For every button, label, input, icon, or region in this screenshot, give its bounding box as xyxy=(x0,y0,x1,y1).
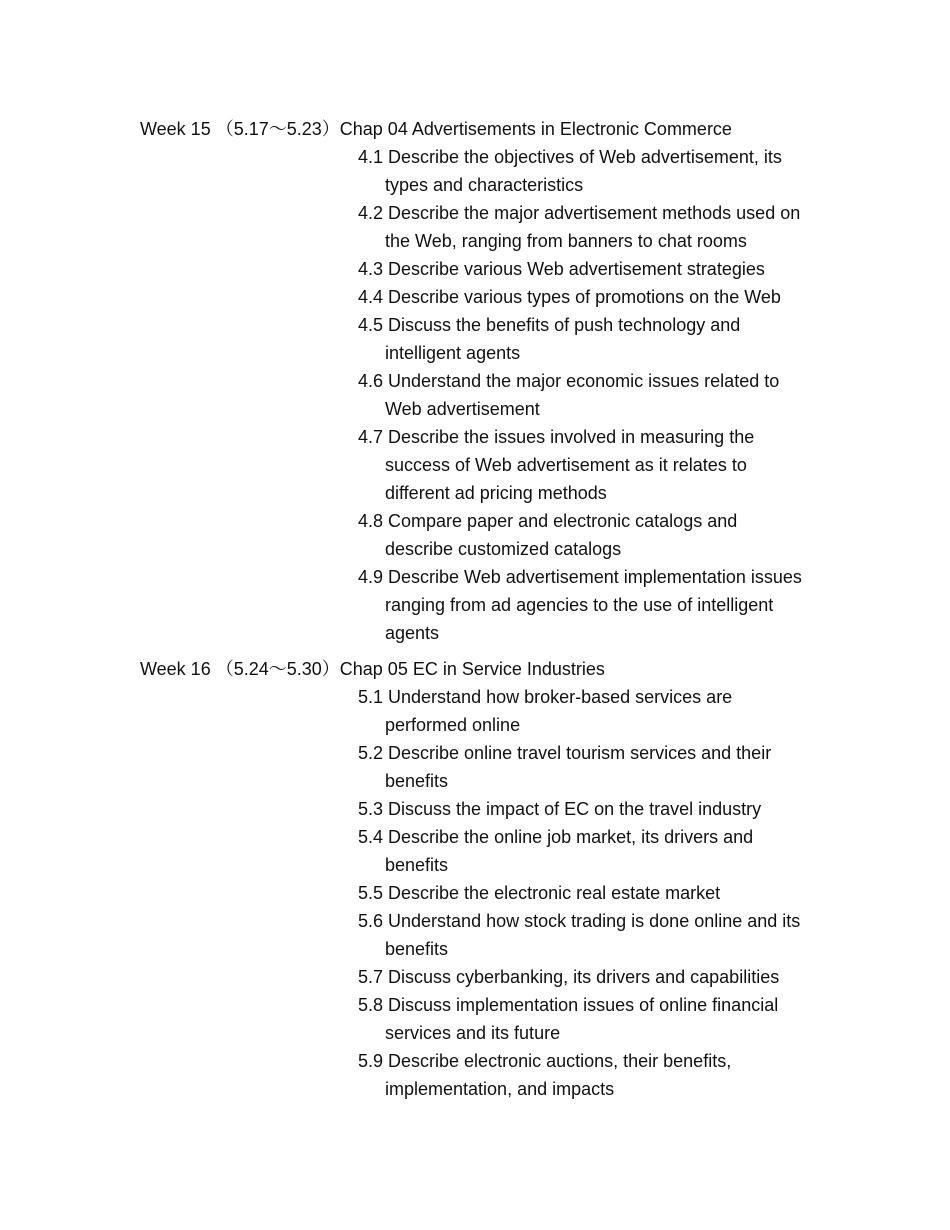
objective-item: 5.2 Describe online travel tourism services and their benefits xyxy=(358,743,772,791)
objective-item: 4.9 Describe Web advertisement implementation issues ranging from ad agencies to the use of intelligent agents xyxy=(358,567,802,643)
objective-item: 5.7 Discuss cyberbanking, its drivers and capabilities xyxy=(358,967,780,987)
week-16-section xyxy=(140,655,840,1103)
objective-item: 4.1 Describe the objectives of Web advertisement, its types and characteristics xyxy=(358,147,782,195)
objectives-list xyxy=(358,143,808,647)
objective-item: 5.9 Describe electronic auctions, their benefits, implementation, and impacts xyxy=(358,1051,732,1099)
objective-item: 4.5 Discuss the benefits of push technology and intelligent agents xyxy=(358,315,741,363)
objective-item: 4.7 Describe the issues involved in measuring the success of Web advertisement as it relates to different ad pricing methods xyxy=(358,427,755,503)
objective-item: 5.8 Discuss implementation issues of online financial services and its future xyxy=(358,995,779,1043)
objective-item: 5.3 Discuss the impact of EC on the travel industry xyxy=(358,799,762,819)
objective-item: 4.2 Describe the major advertisement methods used on the Web, ranging from banners to chat rooms xyxy=(358,203,801,251)
week-heading: Week 16 （5.24～5.30）Chap 05 EC in Service Industries xyxy=(140,659,605,679)
objective-item: 5.6 Understand how stock trading is done online and its benefits xyxy=(358,911,801,959)
objective-item: 4.6 Understand the major economic issues related to Web advertisement xyxy=(358,371,780,419)
objectives-list xyxy=(358,683,808,1103)
objective-item: 5.1 Understand how broker-based services are performed online xyxy=(358,687,733,735)
objective-item: 4.3 Describe various Web advertisement strategies xyxy=(358,259,765,279)
week-15-section xyxy=(140,115,840,647)
objective-item: 5.5 Describe the electronic real estate market xyxy=(358,883,721,903)
week-heading: Week 15 （5.17～5.23）Chap 04 Advertisements in Electronic Commerce xyxy=(140,119,732,139)
objective-item: 4.8 Compare paper and electronic catalogs and describe customized catalogs xyxy=(358,511,738,559)
objective-item: 5.4 Describe the online job market, its drivers and benefits xyxy=(358,827,754,875)
objective-item: 4.4 Describe various types of promotions on the Web xyxy=(358,287,781,307)
